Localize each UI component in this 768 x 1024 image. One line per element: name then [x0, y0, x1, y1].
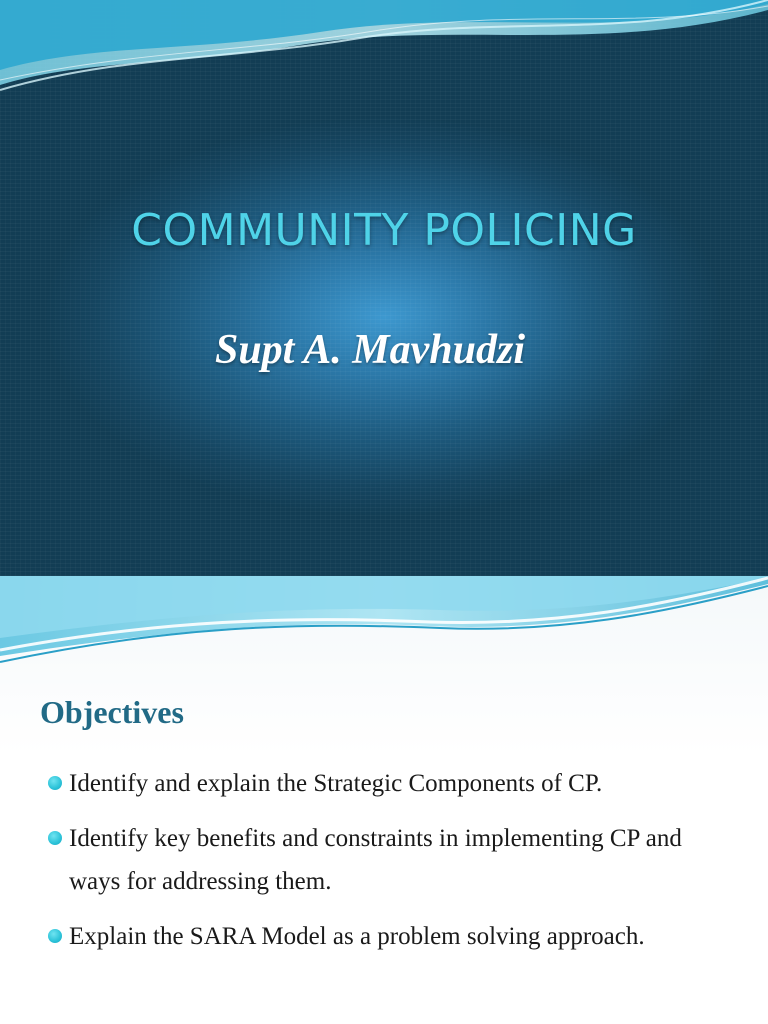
objectives-heading: Objectives: [40, 694, 184, 730]
list-item: [48, 915, 738, 958]
slide-title: COMMUNITY POLICING: [131, 205, 637, 256]
objectives-slide: [0, 576, 768, 1024]
presenter-name: Supt A. Mavhudzi: [214, 327, 526, 373]
bullet-dot-icon: [48, 831, 62, 845]
decorative-waves-top: [0, 0, 768, 100]
bullet-text: Explain the SARA Model as a problem solving approach.: [69, 923, 645, 950]
decorative-waves-top: [0, 576, 768, 668]
bullet-text: Identify key benefits and constraints in implementing CP and ways for addressing them.: [69, 825, 682, 895]
objectives-list: [48, 762, 738, 970]
bullet-text: Identify and explain the Strategic Components of CP.: [69, 770, 603, 797]
list-item: [48, 817, 738, 903]
list-item: [48, 762, 738, 805]
bullet-dot-icon: [48, 929, 62, 943]
bullet-dot-icon: [48, 776, 62, 790]
